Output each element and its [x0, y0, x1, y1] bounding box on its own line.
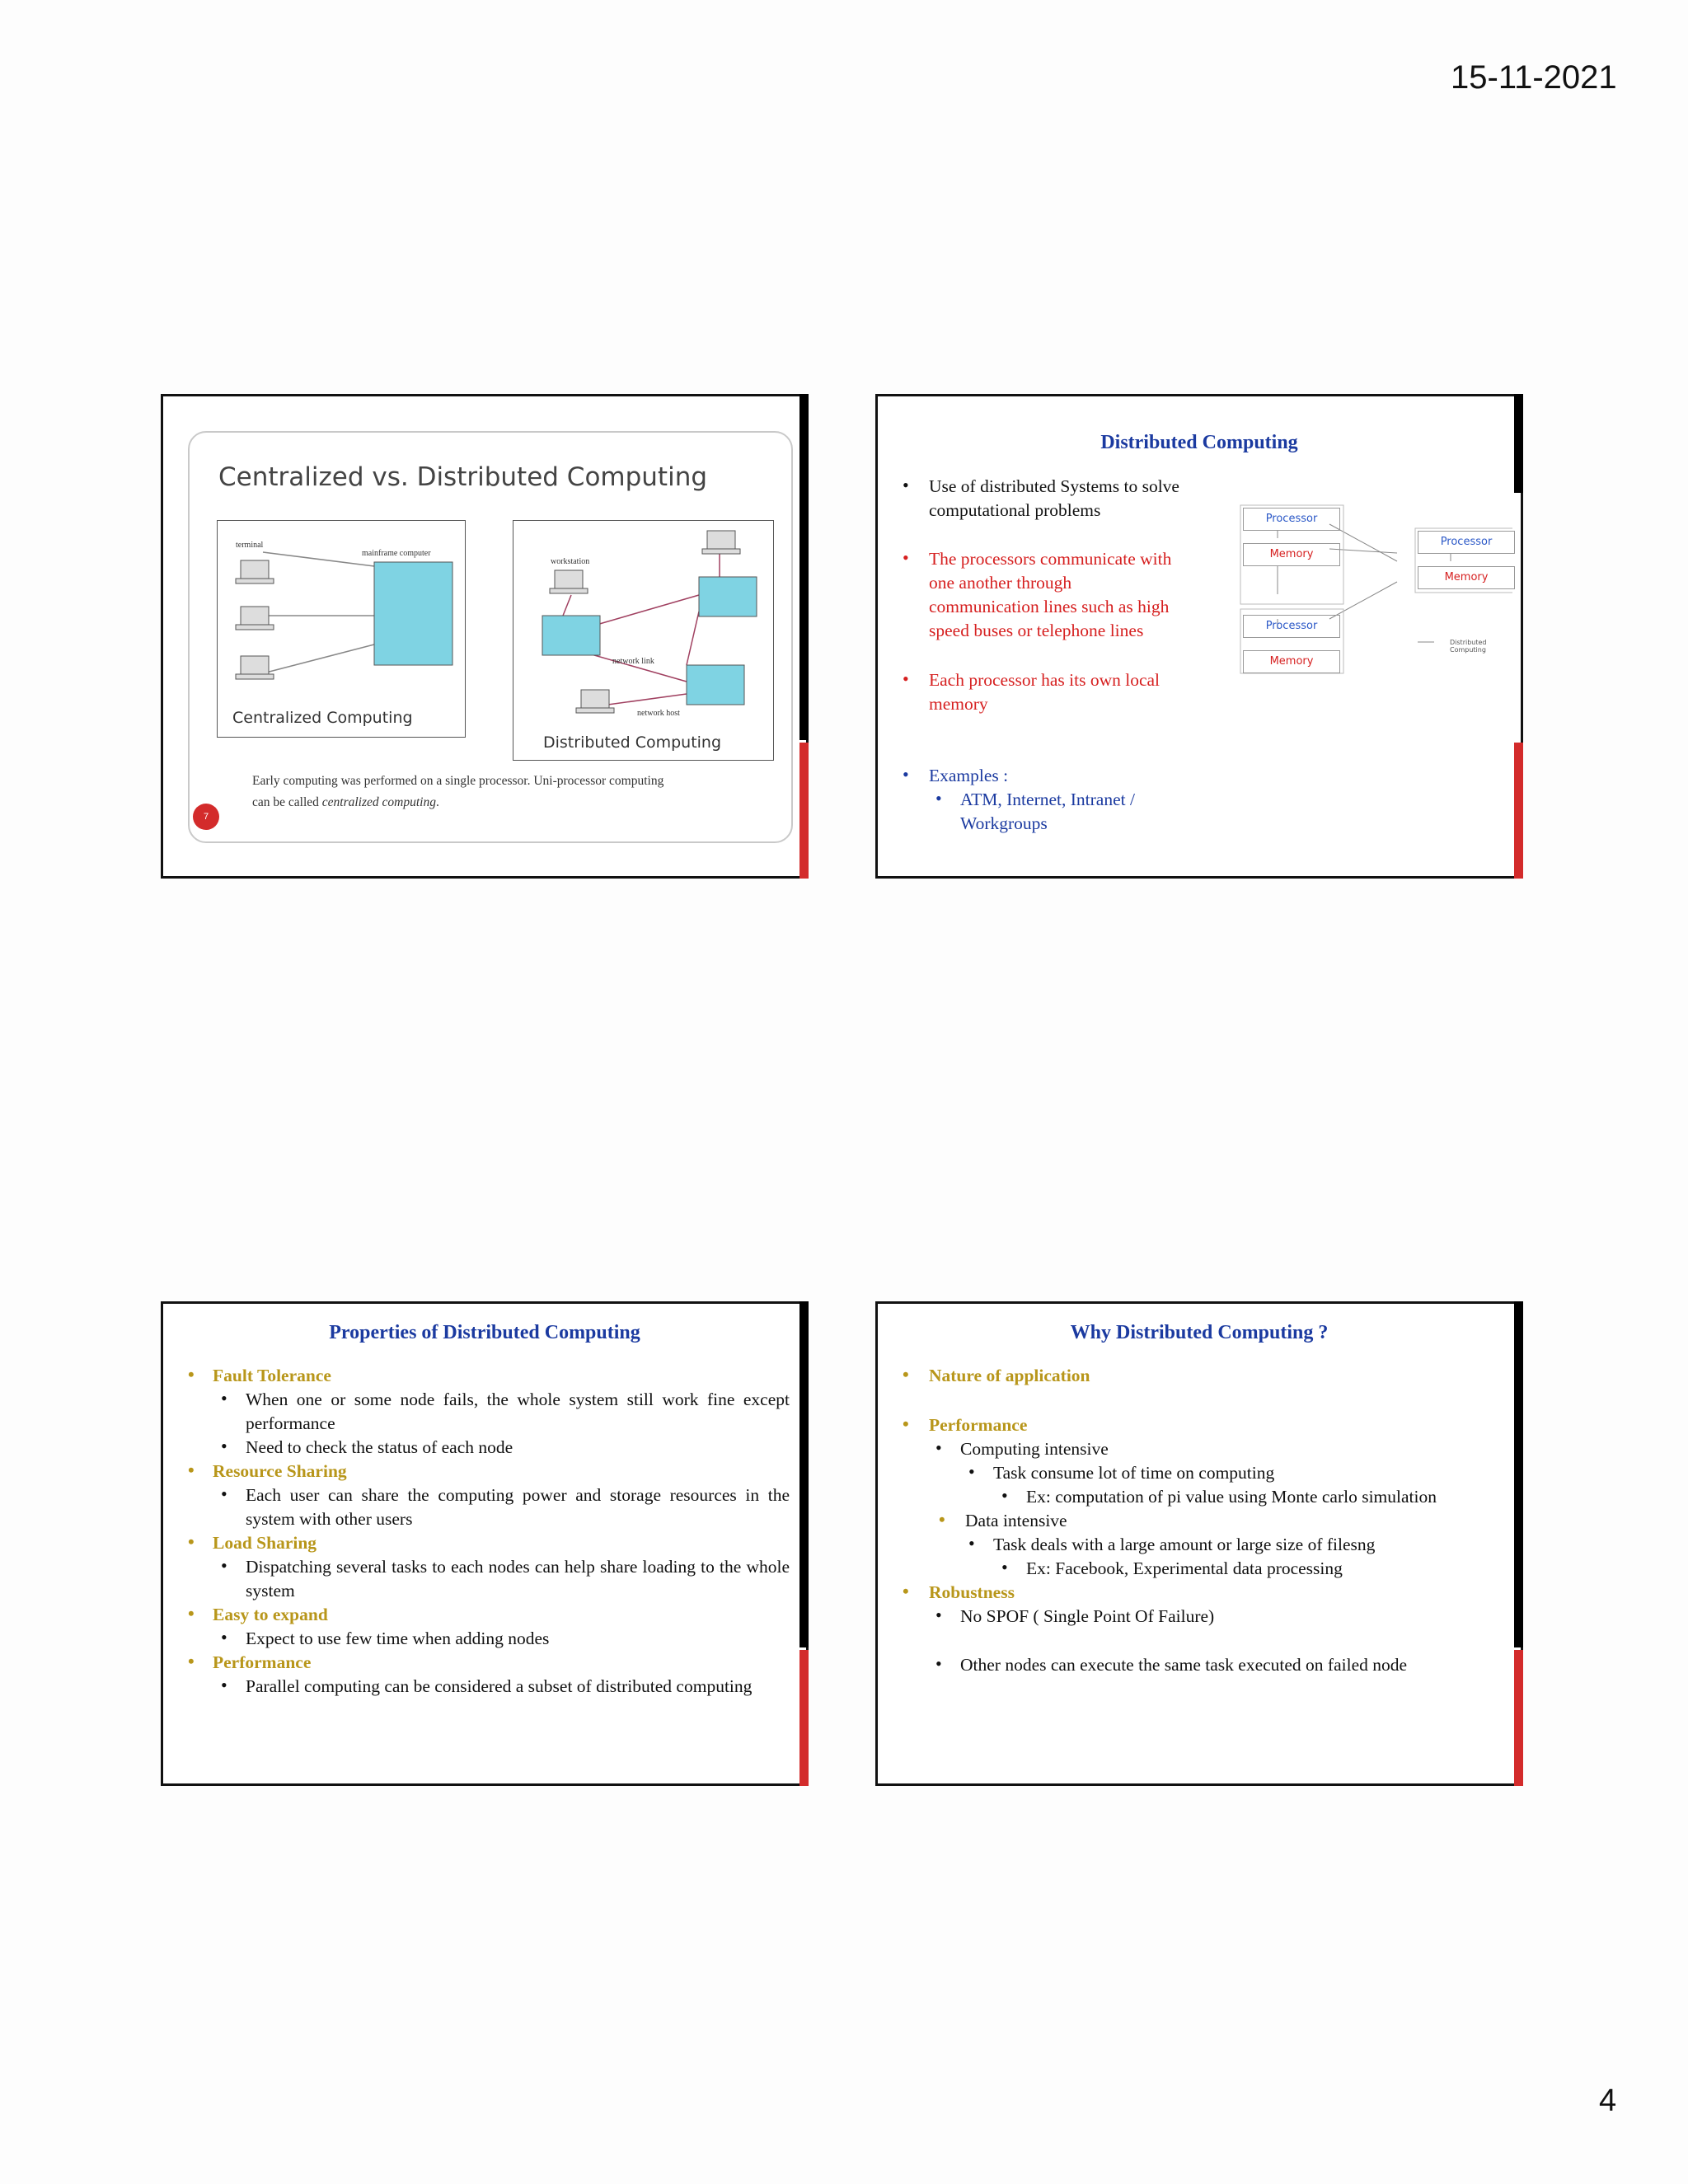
slide-accent-black	[799, 394, 809, 740]
slide-accent-black	[1514, 1301, 1523, 1647]
diagram-processor-3: Processor	[1418, 531, 1515, 554]
bullet-icon: •	[221, 1555, 227, 1576]
item-fault-tolerance-1: When one or some node fails, the whole system still work fine except performance	[246, 1390, 790, 1433]
bullet-icon: •	[968, 1461, 975, 1482]
slide-accent-red	[799, 743, 809, 879]
header-date: 15-11-2021	[1451, 59, 1617, 96]
bullet-icon: •	[935, 1605, 942, 1625]
bullet-icon: •	[935, 1653, 942, 1674]
slide-accent-red	[1514, 743, 1523, 879]
bullet-local-memory: Each processor has its own local memory	[929, 670, 1160, 714]
slide-properties-distributed	[161, 1301, 809, 1786]
label-terminal: terminal	[236, 541, 264, 550]
bullet-icon: •	[221, 1675, 227, 1695]
diagram-processor-1: Processor	[1243, 508, 1340, 531]
bullet-icon: •	[221, 1483, 227, 1504]
page-number: 4	[1599, 2083, 1617, 2118]
bullet-icon: •	[903, 668, 909, 689]
bullet-icon: •	[903, 1581, 909, 1601]
slide-image	[188, 431, 793, 843]
bullet-icon: •	[188, 1364, 195, 1385]
heading-nature-of-application: Nature of application	[929, 1366, 1090, 1385]
label-network-link: network link	[612, 657, 654, 666]
slide-title: Why Distributed Computing ?	[1070, 1322, 1329, 1343]
diagram-memory-1: Memory	[1243, 543, 1340, 566]
bullet-processors-communicate: The processors communicate with one another through communication lines such as high speed buses or telephone lines	[929, 549, 1172, 640]
heading-easy-to-expand: Easy to expand	[213, 1605, 328, 1624]
bullet-icon: •	[221, 1436, 227, 1456]
bullet-icon: •	[1001, 1557, 1008, 1577]
bullet-icon: •	[188, 1603, 195, 1624]
slide-title: Distributed Computing	[1100, 432, 1298, 453]
heading-resource-sharing: Resource Sharing	[213, 1461, 347, 1481]
heading-fault-tolerance: Fault Tolerance	[213, 1366, 331, 1385]
bullet-examples: Examples :	[929, 766, 1009, 785]
bullet-icon: •	[188, 1651, 195, 1671]
bullet-icon: •	[903, 764, 909, 785]
slide-accent-red	[1514, 1650, 1523, 1786]
item-fault-tolerance-2: Need to check the status of each node	[246, 1437, 513, 1457]
item-load-sharing-1: Dispatching several tasks to each nodes can help share loading to the whole system	[246, 1557, 790, 1601]
bullet-icon: •	[939, 1509, 945, 1530]
item-resource-sharing-1: Each user can share the computing power and storage resources in the system with other users	[246, 1485, 790, 1529]
bullet-icon: •	[221, 1388, 227, 1408]
slide-accent-red	[799, 1650, 809, 1786]
bullet-icon: •	[935, 1437, 942, 1458]
label-network-host: network host	[637, 709, 680, 718]
item-data-intensive: Data intensive	[965, 1511, 1067, 1530]
bullet-examples-list: ATM, Internet, Intranet / Workgroups	[960, 790, 1135, 833]
item-easy-to-expand-1: Expect to use few time when adding nodes	[246, 1629, 550, 1648]
slide-centralized-vs-distributed	[161, 394, 809, 879]
bullet-icon: •	[903, 475, 909, 495]
bullet-icon: •	[935, 788, 942, 808]
bullet-use-of-distributed: Use of distributed Systems to solve computational problems	[929, 476, 1179, 520]
heading-robustness: Robustness	[929, 1582, 1015, 1602]
slide-title: Properties of Distributed Computing	[329, 1322, 640, 1343]
item-performance-1: Parallel computing can be considered a subset of distributed computing	[246, 1676, 753, 1696]
slide-image-title: Centralized vs. Distributed Computing	[218, 462, 708, 492]
diagram-memory-2: Memory	[1243, 650, 1340, 673]
slide-image-description: Early computing was performed on a single processor. Uni-processor computing can be called centralized computing.	[252, 774, 664, 809]
slide-accent-black	[799, 1301, 809, 1647]
item-task-deals: Task deals with a large amount or large size of filesng	[993, 1535, 1376, 1554]
bullet-icon: •	[188, 1460, 195, 1480]
label-mainframe: mainframe computer	[362, 549, 431, 558]
diagram-label: Distributed Computing	[1450, 639, 1487, 654]
item-ex-pi: Ex: computation of pi value using Monte carlo simulation	[1026, 1487, 1437, 1507]
label-workstation: workstation	[551, 557, 590, 566]
caption-distributed: Distributed Computing	[543, 733, 722, 752]
distributed-diagram	[513, 520, 774, 761]
item-computing-intensive: Computing intensive	[960, 1439, 1109, 1459]
item-ex-facebook: Ex: Facebook, Experimental data processing	[1026, 1558, 1343, 1578]
caption-centralized: Centralized Computing	[232, 709, 413, 727]
diagram-processor-2: Processor	[1243, 615, 1340, 638]
bullet-icon: •	[221, 1627, 227, 1647]
bullet-icon: •	[903, 547, 909, 568]
slide-why-distributed	[875, 1301, 1523, 1786]
slide-distributed-computing	[875, 394, 1523, 879]
bullet-icon: •	[968, 1533, 975, 1554]
centralized-diagram	[217, 520, 466, 738]
bullet-icon: •	[188, 1531, 195, 1552]
bullet-icon: •	[1001, 1485, 1008, 1506]
item-other-nodes: Other nodes can execute the same task executed on failed node	[960, 1655, 1408, 1675]
bullet-icon: •	[903, 1413, 909, 1434]
heading-performance: Performance	[213, 1652, 312, 1672]
item-task-consume: Task consume lot of time on computing	[993, 1463, 1275, 1483]
bullet-icon: •	[903, 1364, 909, 1385]
heading-load-sharing: Load Sharing	[213, 1533, 317, 1553]
item-no-spof: No SPOF ( Single Point Of Failure)	[960, 1606, 1215, 1626]
slide-number-badge: 7	[193, 804, 219, 830]
heading-performance: Performance	[929, 1415, 1028, 1435]
diagram-memory-3: Memory	[1418, 566, 1515, 589]
